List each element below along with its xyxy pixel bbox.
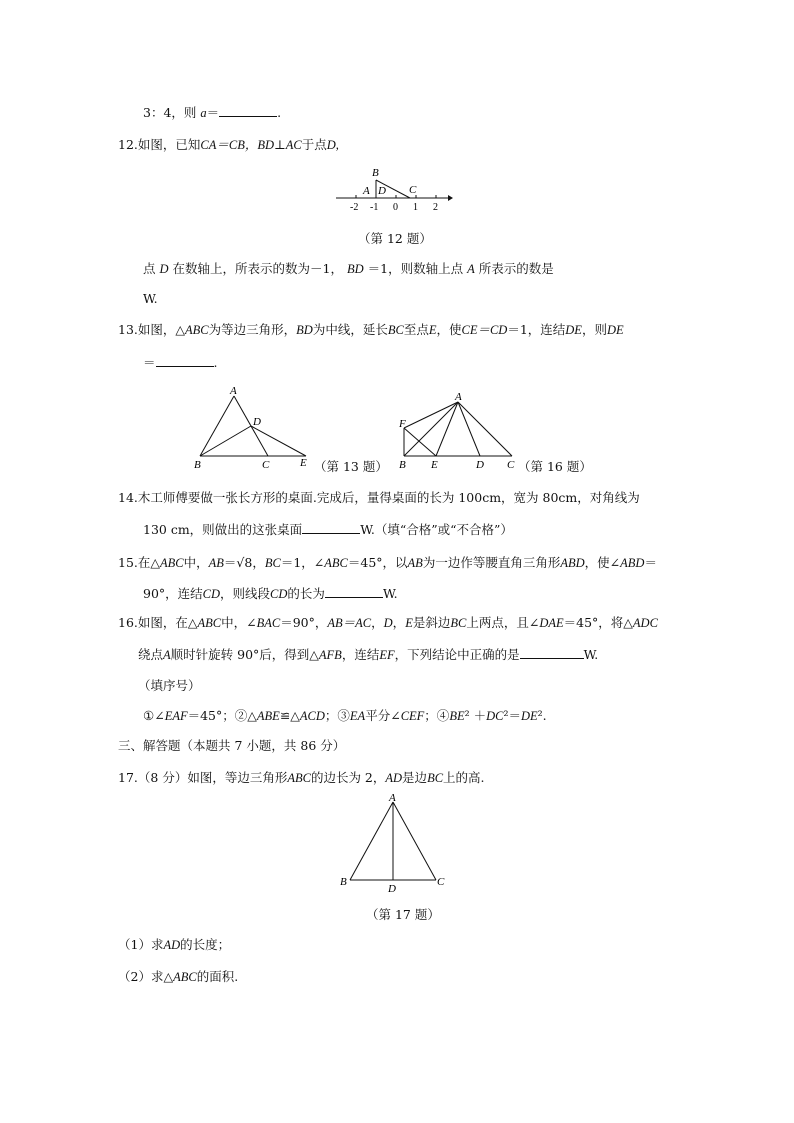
q17-l1d: 上的高. <box>443 770 485 785</box>
q13-end: . <box>213 355 218 370</box>
q17-label-d: D <box>388 883 396 895</box>
q17-s2b: ABC <box>173 970 197 984</box>
q16-o1b: EAF <box>164 709 188 723</box>
q15-l1b: 中， <box>183 555 209 570</box>
q16-afb: AFB <box>318 648 342 662</box>
q13-t3: 为中线，延长 <box>312 322 388 337</box>
q16-o4d: ²＝ <box>503 708 521 723</box>
q16-label-a: A <box>455 391 462 403</box>
q13-t2: 为等边三角形， <box>208 322 297 337</box>
q13-label-e: E <box>300 457 307 469</box>
q11-eq: ＝ <box>206 105 220 120</box>
q12-label-c: C <box>409 184 417 196</box>
q12-l2a: 点 <box>143 261 156 276</box>
q16-line3: （填序号） <box>138 678 201 693</box>
q13-de: DE <box>565 323 582 337</box>
q13-figure <box>190 382 320 472</box>
q16-number: 16. <box>118 615 138 630</box>
q12-l2e: ＝1，则数轴上点 <box>367 261 464 276</box>
q12-l2b: D <box>159 262 169 276</box>
q15-l1f: 为一边作等腰直角三角形 <box>422 555 561 570</box>
q15-cd2: CD <box>270 587 288 601</box>
q13-label-a: A <box>230 385 237 397</box>
q17-s1c: 的长度； <box>180 937 231 952</box>
q16-o1c: ＝45°；②△ <box>187 708 257 723</box>
q12-text4: D, <box>326 138 339 152</box>
q13-t7: ，则 <box>581 322 607 337</box>
q13-answer-blank[interactable] <box>156 354 214 367</box>
q11-text: 3：4，则 <box>143 105 197 120</box>
q15-cd: CD <box>202 587 221 601</box>
section-3-title: 三、解答题（本题共 7 小题，共 86 分） <box>118 738 346 753</box>
q16-label-e: E <box>431 459 438 471</box>
q15-l2a: 90°，连结 <box>143 586 203 601</box>
q11-tail <box>143 104 281 122</box>
q16-o3b: 平分∠ <box>365 708 401 723</box>
q16-o3d: ；④ <box>424 708 450 723</box>
q17-l1b: 的边长为 2， <box>310 770 386 785</box>
q12-text3: 于点 <box>301 137 327 152</box>
q14-number: 14. <box>118 490 138 505</box>
q13-e: E <box>428 323 437 337</box>
q16-label-f: F <box>399 418 406 430</box>
q16-answer-blank[interactable] <box>520 646 584 659</box>
q13-bc: BC <box>387 323 404 337</box>
q15-l1e: ＝45°，以 <box>347 555 408 570</box>
q16-l2e: W. <box>583 647 599 662</box>
q16-o3a: EA <box>349 709 366 723</box>
q17-number: 17. <box>118 770 138 785</box>
q16-e: E <box>405 616 413 630</box>
q17-l1c: 是边 <box>402 770 428 785</box>
q16-abc: ABC <box>197 616 222 630</box>
q16-bac: BAC <box>256 616 281 630</box>
q16-adc: ADC <box>632 616 658 630</box>
q15-bc: BC <box>264 556 281 570</box>
q13-label-b: B <box>194 459 201 471</box>
q16-figure <box>394 390 524 472</box>
q13-label-d: D <box>253 416 261 428</box>
q15-ab2: AB <box>407 556 423 570</box>
q15-abd2: ABD <box>620 556 645 570</box>
q15-l1a: 在△ <box>137 555 161 570</box>
q16-l2d: ，下列结论中正确的是 <box>394 647 520 662</box>
q16-l2b: 顺时针旋转 90°后，得到△ <box>170 647 319 662</box>
q12-tick-neg1: -1 <box>370 202 379 213</box>
q14-line1 <box>118 489 640 507</box>
q16-l1c: ＝90°， <box>280 615 328 630</box>
q16-l1e: ， <box>392 615 406 630</box>
q16-o3c: CEF <box>400 709 425 723</box>
q12-line2 <box>143 260 554 278</box>
q16-a: A <box>163 648 171 662</box>
q13-caption: （第 13 题） <box>314 459 388 474</box>
q13-abc: ABC <box>185 323 209 337</box>
q13-ce: CE＝CD <box>461 323 508 337</box>
q16-l1b: 中，∠ <box>221 615 257 630</box>
q14-line2 <box>143 521 513 539</box>
q12-caption: （第 12 题） <box>358 231 432 246</box>
q12-l2g: 所表示的数是 <box>478 261 554 276</box>
q13-number: 13. <box>118 322 138 337</box>
q17-label-a: A <box>389 792 396 804</box>
q16-caption: （第 16 题） <box>518 459 592 474</box>
q16-l1f: 是斜边 <box>412 615 451 630</box>
q16-o4b: ² ＋ <box>464 708 487 723</box>
q16-abac: AB＝AC <box>327 616 372 630</box>
q15-line2 <box>143 585 398 603</box>
q17-caption: （第 17 题） <box>366 907 440 922</box>
q16-o2b: ≌△ <box>279 708 300 723</box>
q17-bc: BC <box>427 771 444 785</box>
q12-label-d: D <box>378 185 386 197</box>
q16-options <box>143 707 547 725</box>
q13-eq: ＝ <box>143 355 156 370</box>
q16-o4e: DE <box>520 709 538 723</box>
q17-s2a: （2）求△ <box>118 969 174 984</box>
q16-l1h: ＝45°，将△ <box>563 615 633 630</box>
q16-o2a: ABE <box>256 709 280 723</box>
q15-l1c: ＝√8， <box>223 555 265 570</box>
q12-l2c: 在数轴上，所表示的数为－1， <box>172 261 343 276</box>
q16-l1a: 如图，在△ <box>137 615 198 630</box>
q16-l2c: ，连结 <box>341 647 380 662</box>
q13-de2: DE <box>606 323 624 337</box>
q12-number: 12. <box>118 137 138 152</box>
q12-tick-0: 0 <box>393 202 398 213</box>
q12-l2d: BD <box>346 262 364 276</box>
q11-end: . <box>277 105 282 120</box>
q16-l2a: 绕点 <box>138 647 164 662</box>
q12-stem <box>118 136 339 154</box>
q13-t1: 如图，△ <box>137 322 186 337</box>
q16-o1a: ①∠ <box>143 708 165 723</box>
q12-figure <box>330 162 460 214</box>
q16-o2d: ；③ <box>324 708 350 723</box>
q15-l2b: ，则线段 <box>220 586 271 601</box>
q15-abc: ABC <box>160 556 184 570</box>
q11-var: a <box>200 106 207 120</box>
q17-figure <box>336 790 456 896</box>
q15-abd: ABD <box>560 556 585 570</box>
q15-l2d: W. <box>382 586 398 601</box>
q16-ef: EF <box>379 648 395 662</box>
q16-o2c: ACD <box>299 709 325 723</box>
q14-l2b: W.（填“合格”或“不合格”） <box>360 522 513 537</box>
q16-label-c: C <box>507 459 515 471</box>
q16-label-d: D <box>476 459 484 471</box>
q13-label-c: C <box>262 459 270 471</box>
q15-ab: AB <box>208 556 224 570</box>
q13-t4: 至点 <box>403 322 429 337</box>
q12-text1: 如图，已知 <box>137 137 201 152</box>
q17-stem <box>118 769 485 787</box>
q16-line2 <box>138 646 598 664</box>
q15-l1h: ＝ <box>644 555 657 570</box>
q17-ad: AD <box>385 771 403 785</box>
q14-l2a: 130 cm，则做出的这张桌面 <box>143 522 303 537</box>
q17-sub2 <box>118 968 238 986</box>
q12-text2: CA＝CB，BD⊥AC <box>200 138 302 152</box>
q13-stem <box>118 321 624 339</box>
q16-d: D <box>383 616 393 630</box>
q16-o4f: ². <box>537 708 547 723</box>
q17-s1a: （1）求 <box>118 937 164 952</box>
q13-bd: BD <box>296 323 313 337</box>
q12-line3: W. <box>143 291 158 306</box>
q16-l1g: 上两点，且∠ <box>466 615 540 630</box>
q17-abc: ABC <box>287 771 311 785</box>
q17-label-b: B <box>340 876 347 888</box>
q17-s1b: AD <box>163 938 181 952</box>
q12-tick-neg2: -2 <box>350 202 359 213</box>
q15-abc2: ABC <box>324 556 348 570</box>
q17-s2c: 的面积. <box>196 969 239 984</box>
q15-l1g: ，使∠ <box>584 555 621 570</box>
q14-answer-blank[interactable] <box>302 521 360 534</box>
q16-o4a: BE <box>449 709 465 723</box>
q15-answer-blank[interactable] <box>325 585 383 598</box>
q16-bc: BC <box>450 616 467 630</box>
q13-line2 <box>143 354 218 372</box>
q16-line1 <box>118 614 658 632</box>
q12-label-b: B <box>372 167 379 179</box>
q15-l2c: 的长为 <box>287 586 325 601</box>
q11-answer-blank[interactable] <box>219 104 277 117</box>
q13-t5: ，使 <box>436 322 462 337</box>
q15-number: 15. <box>118 555 138 570</box>
q13-t6: ＝1，连结 <box>507 322 566 337</box>
q16-o4c: DC <box>486 709 504 723</box>
q16-label-b: B <box>399 459 406 471</box>
q12-label-a: A <box>363 185 370 197</box>
q16-dae: DAE <box>539 616 564 630</box>
q16-l1d: ， <box>371 615 384 630</box>
q12-tick-1: 1 <box>413 202 418 213</box>
q17-sub1 <box>118 936 230 954</box>
q14-text: 木工师傅要做一张长方形的桌面.完成后，量得桌面的长为 100cm，宽为 80cm，对角线为 <box>137 490 640 505</box>
q17-l1a: （8 分）如图，等边三角形 <box>137 770 288 785</box>
q17-label-c: C <box>437 876 445 888</box>
q12-tick-2: 2 <box>433 202 438 213</box>
q12-l2f: A <box>467 262 475 276</box>
q15-l1d: ＝1，∠ <box>280 555 325 570</box>
q15-line1 <box>118 554 657 572</box>
